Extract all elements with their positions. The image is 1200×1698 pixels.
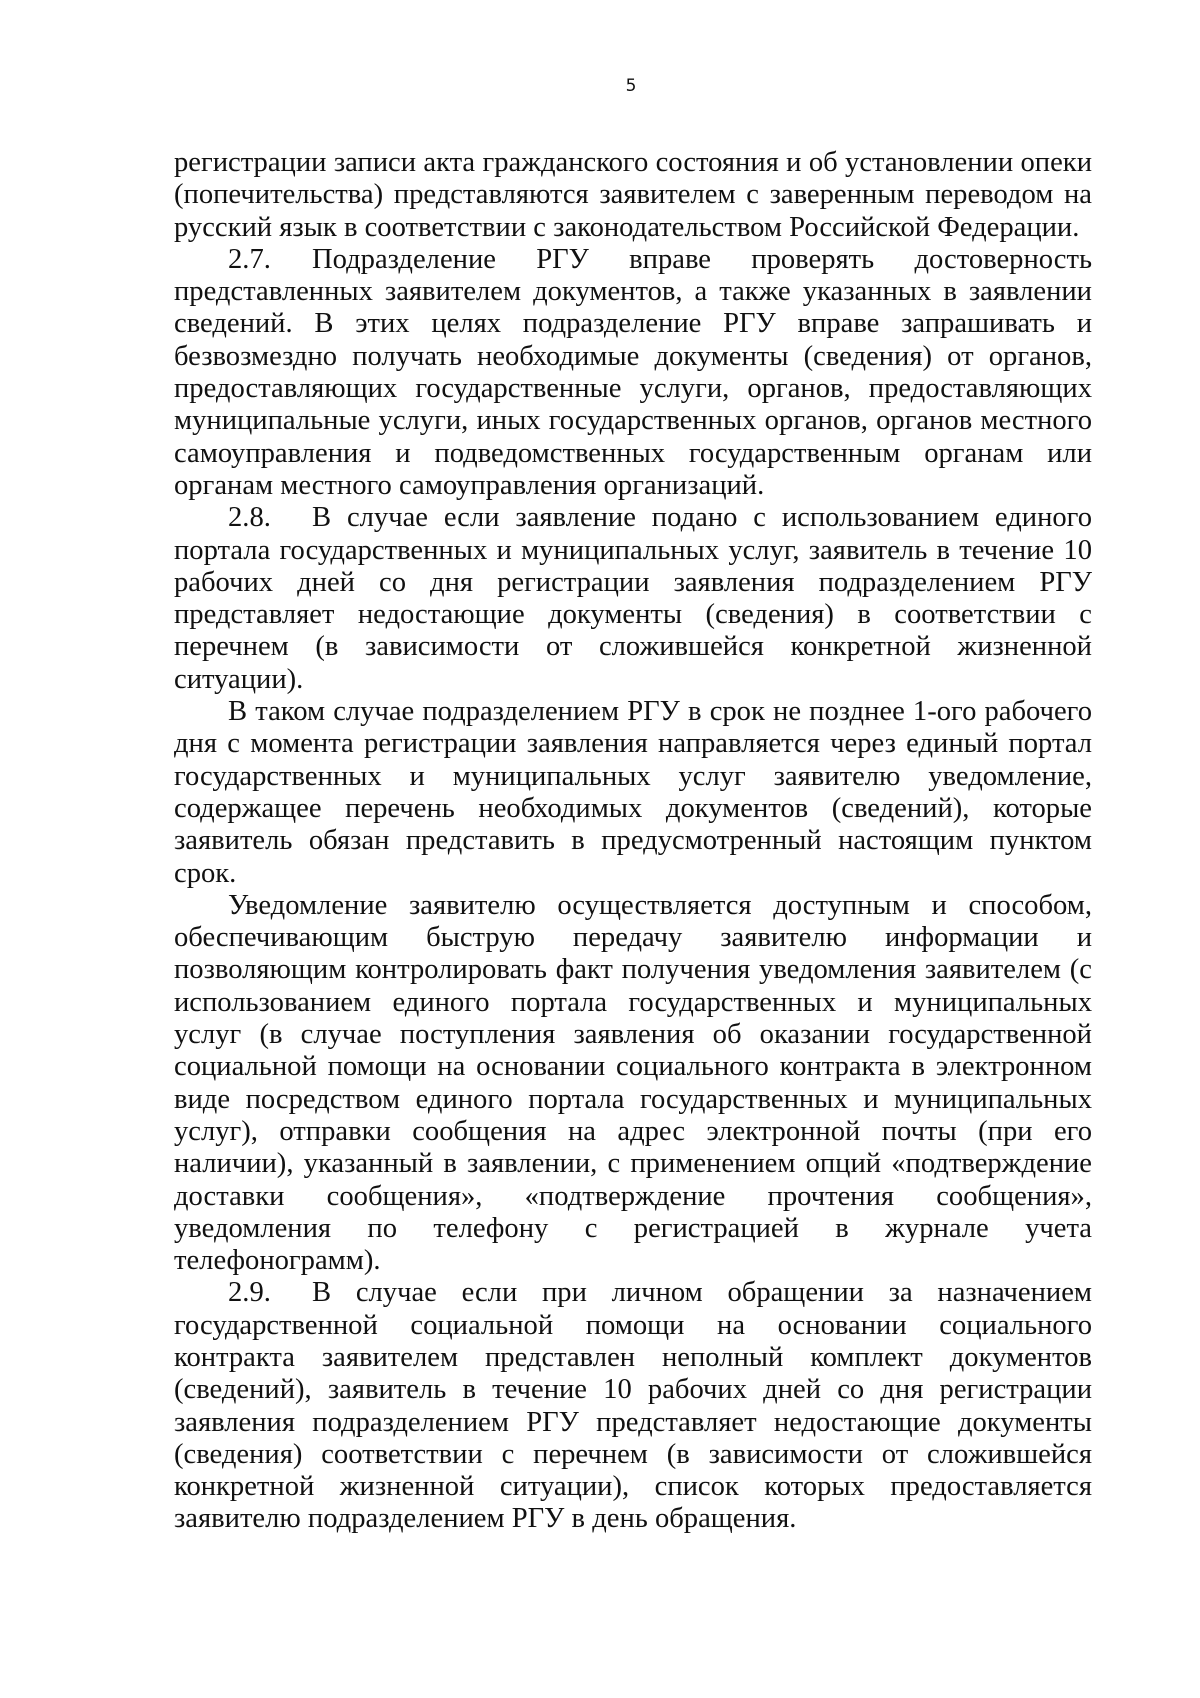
paragraph-2-9 — [174, 1277, 1092, 1535]
paragraph-text: регистрации записи акта гражданского состояния и об установлении опеки (попечительства) представляются заявителем с заверенным переводом на русский язык в соответствии с законодательством Российской Федерации. — [174, 147, 1092, 243]
paragraph-text: Подразделение РГУ вправе проверять достоверность представленных заявителем документов, а также указанных в заявлении сведений. В этих целях подразделение РГУ вправе запрашивать и безвозмездно получать необходимые документы (сведения) от органов, предоставляющих государственные услуги, органов, предоставляющих муниципальные услуги, иных государственных органов, органов местного самоуправления и подведомственных государственным органам или органам местного самоуправления организаций. — [174, 243, 1092, 501]
paragraph-notification-method — [174, 890, 1092, 1278]
document-body — [174, 147, 1092, 1536]
paragraph-text: В таком случае подразделением РГУ в срок не позднее 1-ого рабочего дня с момента регистрации заявления направляется через единый портал государственных и муниципальных услуг заявителю уведомление, содержащее перечень необходимых документов (сведений), которые заявитель обязан представить в предусмотренный настоящим пунктом срок. — [174, 696, 1092, 889]
paragraph-notification-deadline — [174, 696, 1092, 890]
clause-number: 2.7. — [228, 243, 271, 275]
paragraph-2-8 — [174, 502, 1092, 696]
paragraph-text: Уведомление заявителю осуществляется доступным и способом, обеспечивающим быструю передачу заявителю информации и позволяющим контролировать факт получения уведомления заявителем (с использованием единого портала государственных и муниципальных услуг (в случае поступления заявления об оказании государственной социальной помощи на основании социального контракта в электронном виде посредством единого портала государственных и муниципальных услуг), отправки сообщения на адрес электронной почты (при его наличии), указанный в заявлении, с применением опций «подтверждение доставки сообщения», «подтверждение прочтения сообщения», уведомления по телефону с регистрацией в журнале учета телефонограмм). — [174, 889, 1092, 1277]
paragraph-text: В случае если при личном обращении за назначением государственной социальной помощи на основании социального контракта заявителем представлен неполный комплект документов (сведений), заявитель в течение 10 рабочих дней со дня регистрации заявления подразделением РГУ представляет недостающие документы (сведения) соответствии с перечнем (в зависимости от сложившейся конкретной жизненной ситуации), список которых предоставляется заявителю подразделением РГУ в день обращения. — [174, 1277, 1092, 1535]
clause-number: 2.9. — [228, 1277, 271, 1309]
paragraph-text: В случае если заявление подано с использованием единого портала государственных и муниципальных услуг, заявитель в течение 10 рабочих дней со дня регистрации заявления подразделением РГУ представляет недостающие документы (сведения) в соответствии с перечнем (в зависимости от сложившейся конкретной жизненной ситуации). — [174, 502, 1092, 695]
page-number: 5 — [625, 76, 637, 96]
paragraph-2-7 — [174, 244, 1092, 502]
paragraph-continuation — [174, 147, 1092, 244]
clause-number: 2.8. — [228, 502, 271, 534]
